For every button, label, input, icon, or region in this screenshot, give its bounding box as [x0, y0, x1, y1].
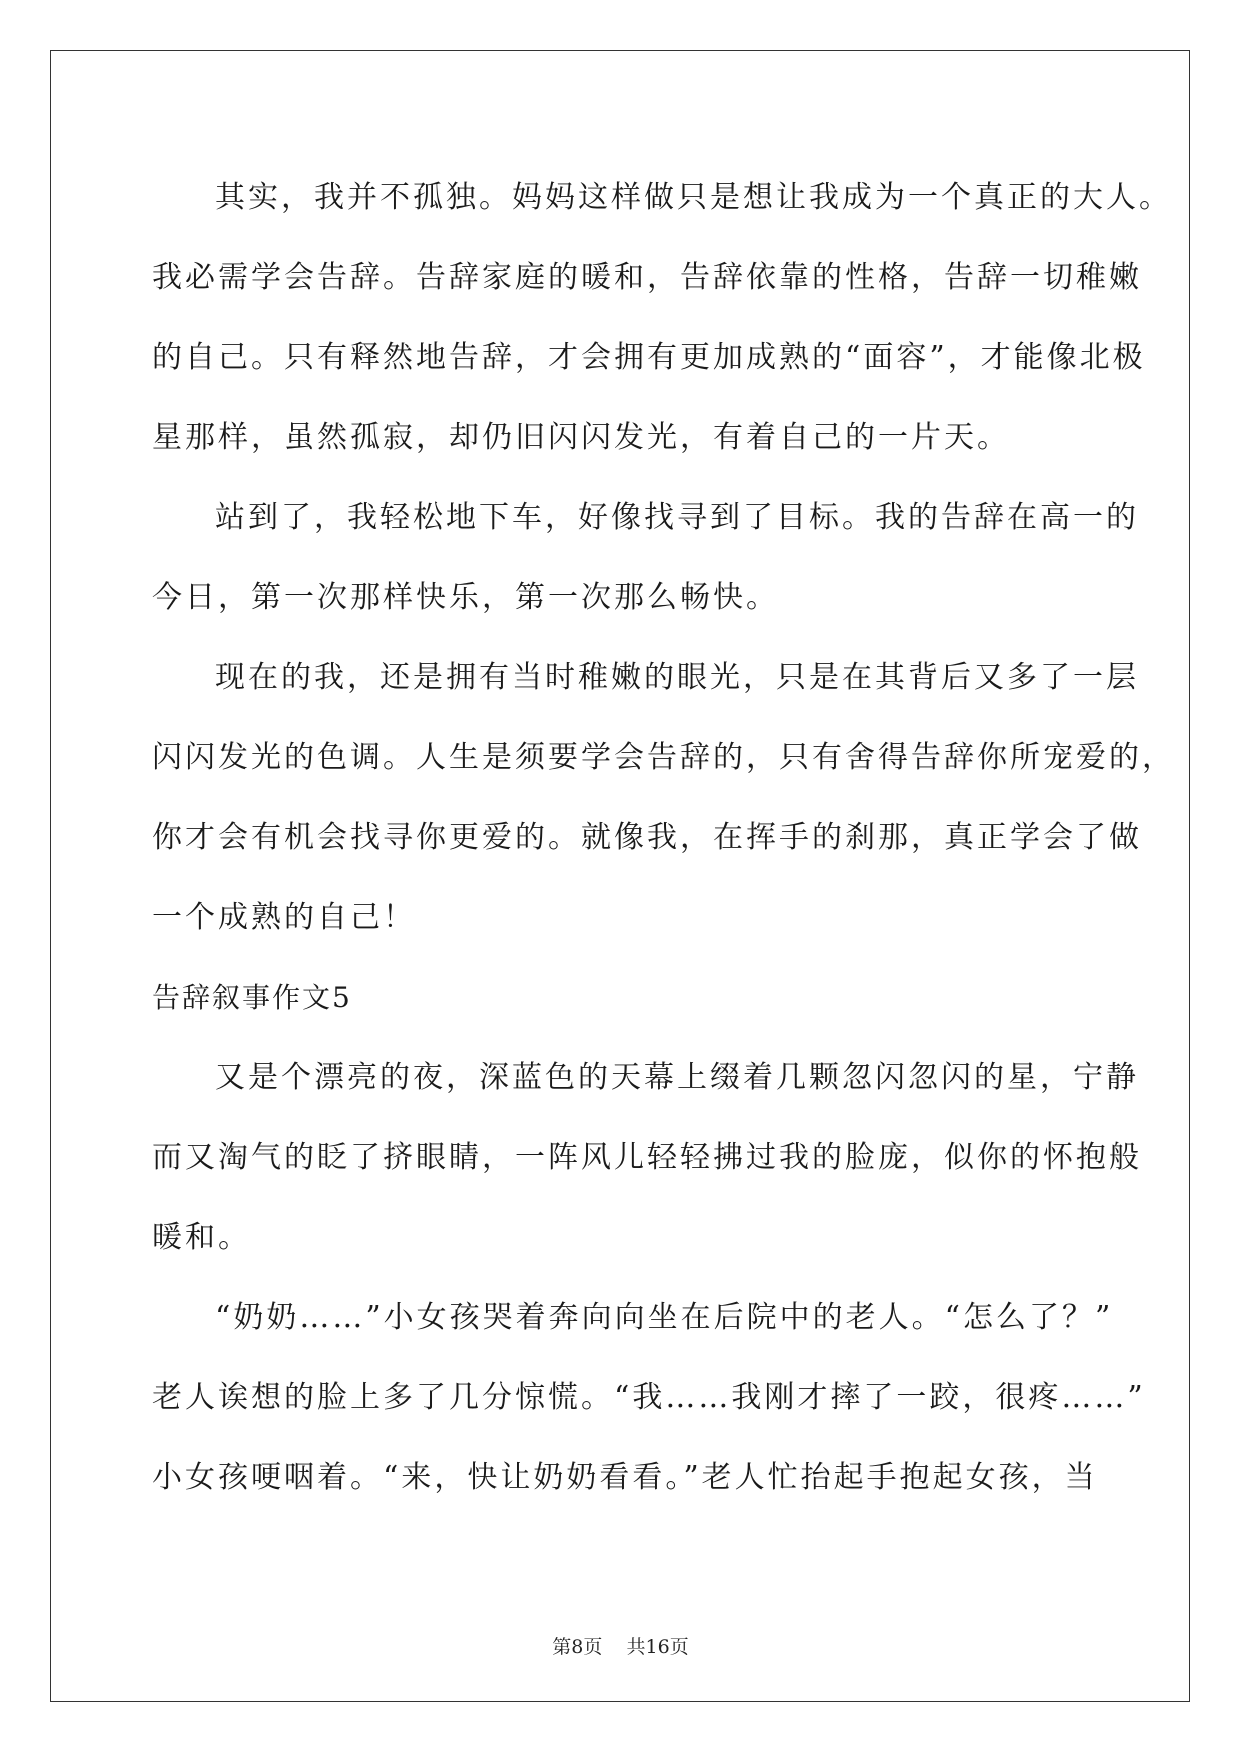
- paragraph-line: 而又淘气的眨了挤眼睛，一阵风儿轻轻拂过我的脸庞，似你的怀抱般: [152, 1140, 1142, 1175]
- paragraph-line: 你才会有机会找寻你更爱的。就像我，在挥手的刹那，真正学会了做: [152, 820, 1142, 855]
- paragraph-line: 我必需学会告辞。告辞家庭的暖和，告辞依靠的性格，告辞一切稚嫩: [152, 260, 1142, 295]
- paragraph-line: 一个成熟的自己！: [152, 900, 416, 935]
- paragraph-line: 老人诶想的脸上多了几分惊慌。“我……我刚才摔了一跤，很疼……”: [152, 1380, 1146, 1415]
- page-number: 第8页 共16页: [552, 1636, 689, 1658]
- paragraph-line: 站到了，我轻松地下车，好像找寻到了目标。我的告辞在高一的: [215, 500, 1139, 535]
- paragraph-line: 今日，第一次那样快乐，第一次那么畅快。: [152, 580, 779, 615]
- paragraph-line: 小女孩哽咽着。“来，快让奶奶看看。”老人忙抬起手抱起女孩，当: [152, 1460, 1098, 1495]
- paragraph-line: 星那样，虽然孤寂，却仍旧闪闪发光，有着自己的一片天。: [152, 420, 1010, 455]
- section-heading: 告辞叙事作文5: [152, 981, 352, 1014]
- paragraph-line: 其实，我并不孤独。妈妈这样做只是想让我成为一个真正的大人。: [215, 180, 1172, 215]
- paragraph-line: 闪闪发光的色调。人生是须要学会告辞的，只有舍得告辞你所宠爱的，: [152, 740, 1175, 775]
- document-body: [152, 158, 1175, 1518]
- paragraph-line: 又是个漂亮的夜，深蓝色的天幕上缀着几颗忽闪忽闪的星，宁静: [215, 1060, 1139, 1095]
- paragraph-line: 的自己。只有释然地告辞，才会拥有更加成熟的“面容”，才能像北极: [152, 340, 1146, 375]
- paragraph-line: “奶奶……”小女孩哭着奔向向坐在后院中的老人。“怎么了？”: [215, 1300, 1114, 1335]
- paragraph-line: 暖和。: [152, 1220, 251, 1255]
- paragraph-line: 现在的我，还是拥有当时稚嫩的眼光，只是在其背后又多了一层: [215, 660, 1139, 695]
